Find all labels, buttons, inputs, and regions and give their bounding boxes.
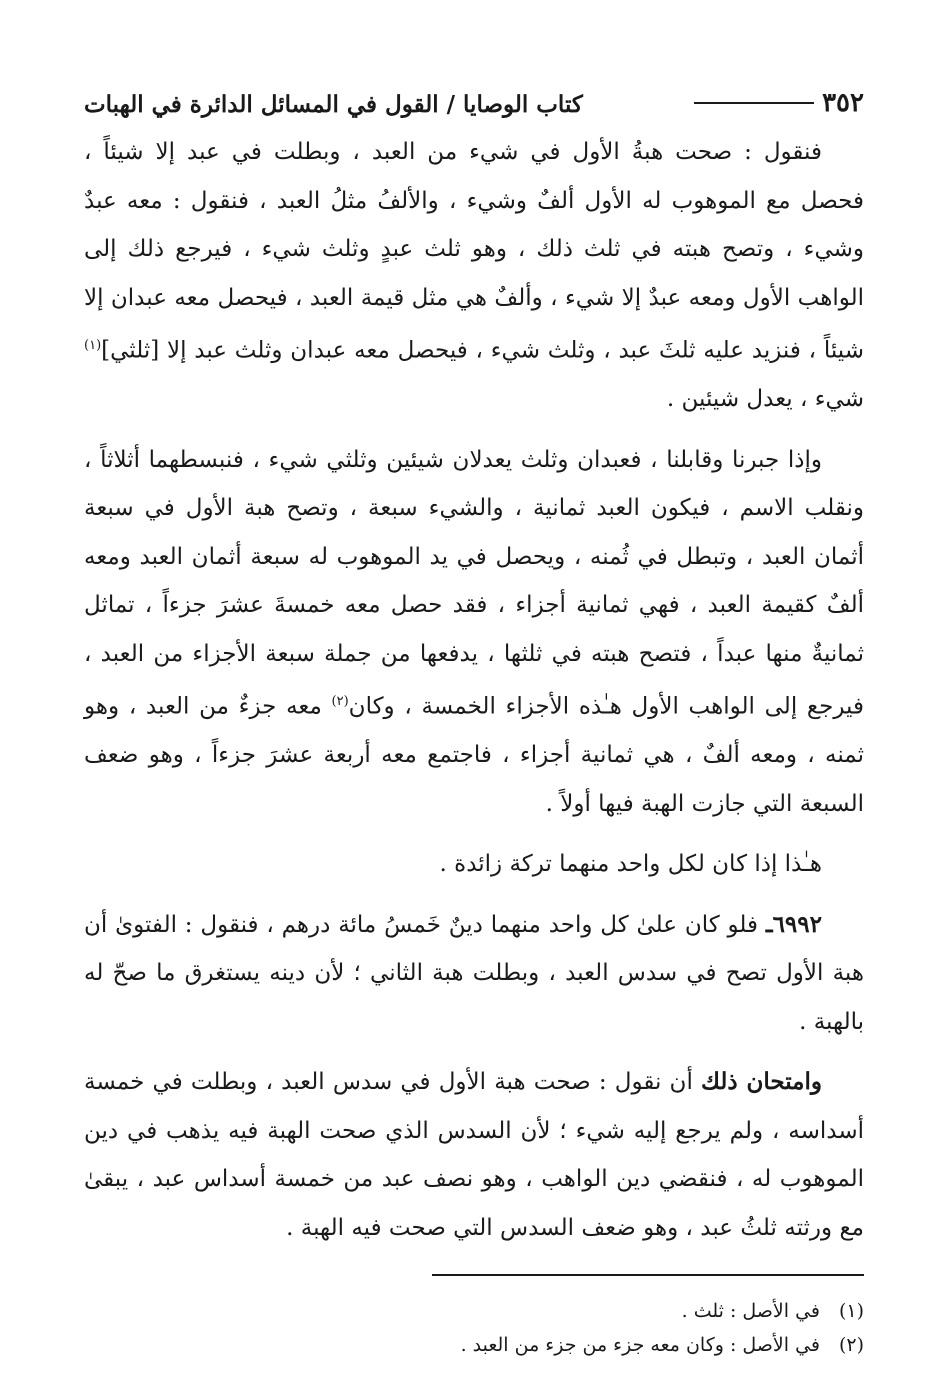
paragraph-lead: وامتحان ذلك — [701, 1068, 822, 1096]
paragraph-5 — [84, 1058, 864, 1252]
paragraph-4 — [84, 901, 864, 1047]
paragraph-text: هـٰذا إذا كان لكل واحد منهما تركة زائدة . — [439, 851, 822, 878]
header-rule — [694, 102, 814, 104]
paragraph-2 — [84, 436, 864, 829]
paragraph-3 — [84, 840, 864, 889]
footnotes — [84, 1294, 864, 1362]
footnote-2 — [84, 1328, 864, 1362]
page-header — [84, 70, 864, 118]
page-number: ٣٥٢ — [822, 88, 864, 118]
body-text — [84, 128, 864, 1252]
paragraph-1 — [84, 128, 864, 424]
footnote-reference: (٢) — [331, 694, 349, 710]
paragraph-text: شيء ، يعدل شيئين . — [666, 386, 864, 413]
document-page — [84, 70, 864, 1362]
paragraph-text: وإذا جبرنا وقابلنا ، فعبدان وثلث يعدلان شيئين وثلثي شيء ، فنبسطهما أثلاثاً ، ونقلب الاسم ، فيكون العبد ثمانية ، والشيء سبعة ، وتصح هبة الأول في سبعة أثمان العبد ، وتبطل في ثُمنه ، ويحصل في يد الموهوب له سبعة أثمان العبد ومعه ألفٌ كقيمة العبد ، فهي ثمانية أجزاء ، فقد حصل معه خمسةَ عشرَ جزءاً ، تماثل ثمانيةٌ منها عبداً ، فتصح هبته في ثلثها ، يدفعها من جملة سبعة الأجزاء من العبد ، فيرجع إلى الواهب الأول هـٰذه الأجزاء الخمسة ، وكان — [84, 446, 864, 720]
footnote-reference: (١) — [84, 338, 102, 353]
footnote-number: (٢) — [838, 1334, 864, 1357]
footnote-divider — [432, 1274, 864, 1276]
footnote-text: في الأصل : وكان معه جزء من جزء من العبد . — [460, 1334, 820, 1357]
running-head: كتاب الوصايا / القول في المسائل الدائرة في الهبات — [84, 91, 583, 118]
footnote-text: في الأصل : ثلث . — [681, 1300, 820, 1323]
footnote-1 — [84, 1294, 864, 1328]
footnote-number: (١) — [838, 1300, 864, 1323]
paragraph-text: فلو كان علىٰ كل واحد منهما دينٌ خَمسُ مائة درهم ، فنقول : الفتوىٰ أن هبة الأول تصح في سدس العبد ، وبطلت هبة الثاني ؛ لأن دينه يستغرق ما صحّ له بالهبة . — [84, 911, 864, 1035]
paragraph-text: فنقول : صحت هبةُ الأول في شيء من العبد ، وبطلت في عبد إلا شيئاً ، فحصل مع الموهوب له الأول ألفٌ وشيء ، والألفُ مثلُ العبد ، فنقول : معه عبدٌ وشيء ، وتصح هبته في ثلث ذلك ، وهو ثلث عبدٍ وثلث شيء ، فيرجع ذلك إلى الواهب الأول ومعه عبدٌ إلا شيء ، وألفٌ هي مثل قيمة العبد ، فيحصل معه عبدان إلا شيئاً ، فنزيد عليه ثلثَ عبد ، وثلث شيء ، فيحصل معه عبدان وثلث عبد إلا [ثلثي] — [84, 139, 864, 364]
issue-number: ٦٩٩٢ـ — [765, 910, 822, 938]
paragraph-text: أن نقول : صحت هبة الأول في سدس العبد ، وبطلت في خمسة أسداسه ، ولم يرجع إليه شيء ؛ لأن السدس الذي صحت الهبة فيه يذهب في دين الموهوب له ، فنقضي دين الواهب ، وهو نصف عبد من خمسة أسداس عبد ، يبقىٰ مع ورثته ثلثُ عبد ، وهو ضعف السدس التي صحت فيه الهبة . — [84, 1069, 864, 1241]
paragraph-text: معه جزءٌ من العبد ، وهو ثمنه ، ومعه ألفٌ ، هي ثمانية أجزاء ، فاجتمع معه أربعة عشرَ جزءاً ، وهو ضعف السبعة التي جازت الهبة فيها أولاً . — [84, 693, 864, 817]
